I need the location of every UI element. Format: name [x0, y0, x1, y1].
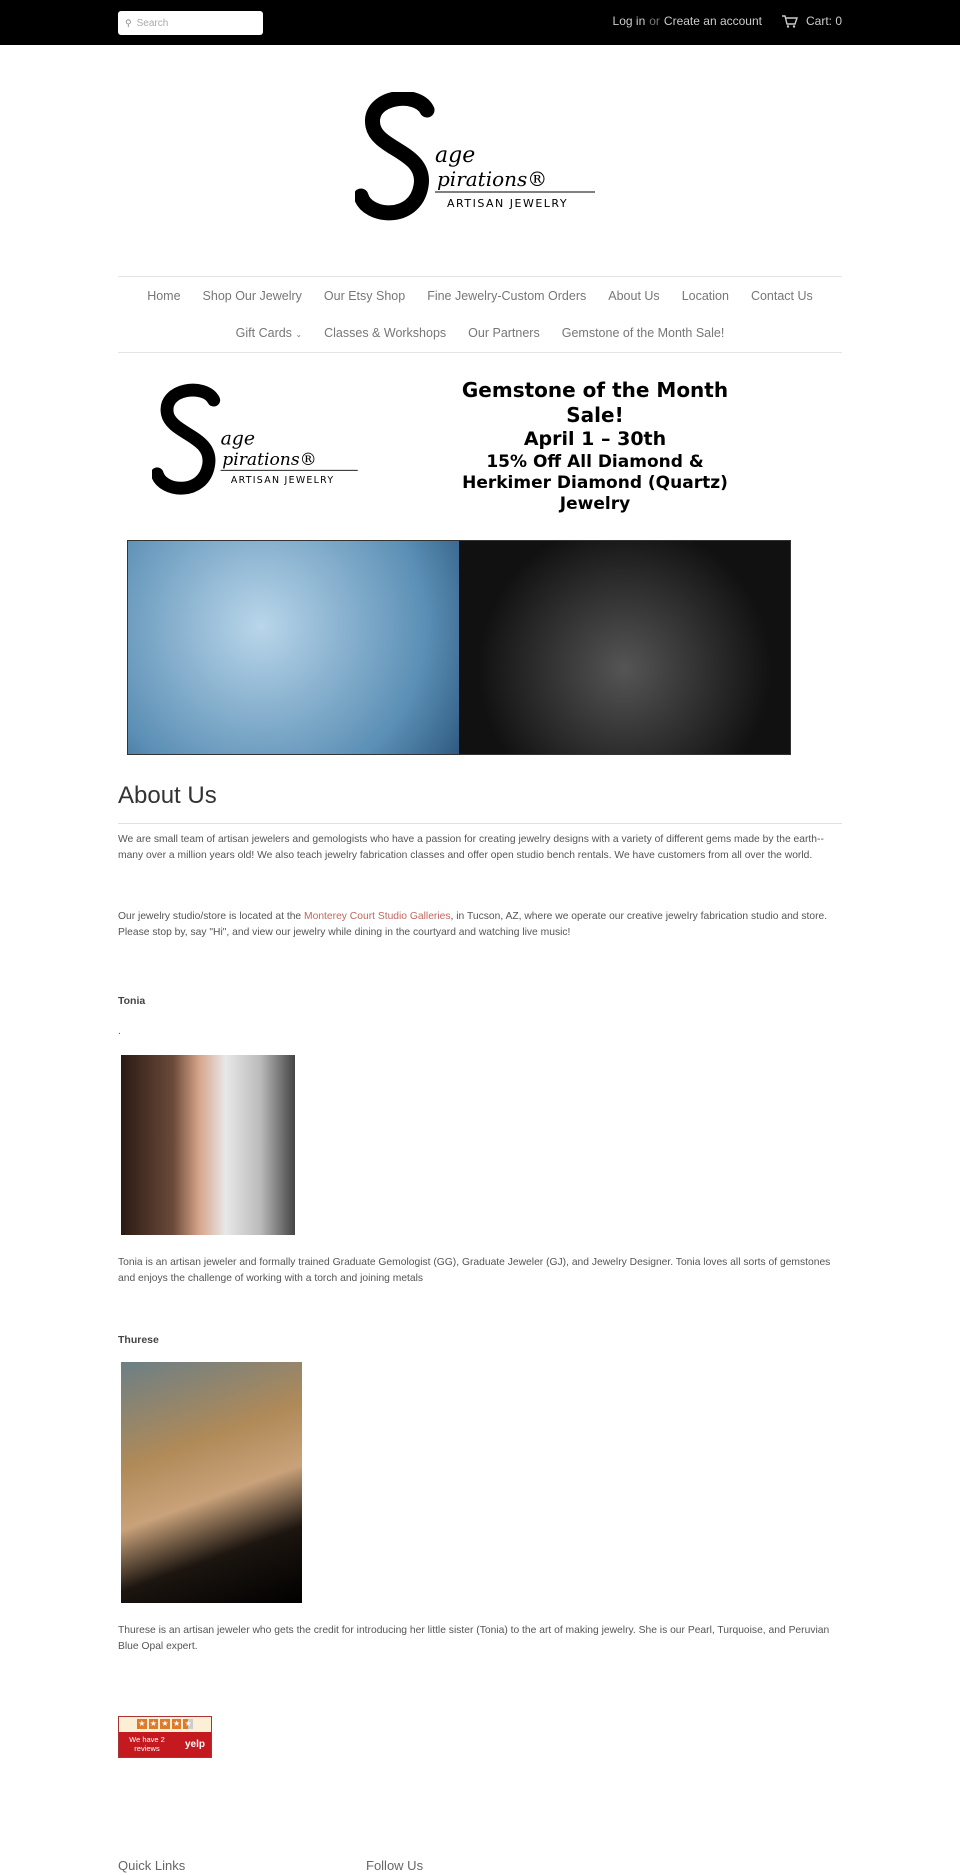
nav-etsy-shop[interactable]: Our Etsy Shop	[323, 288, 406, 303]
yelp-review-count: We have 2 reviews	[129, 1735, 165, 1753]
svg-text:ARTISAN JEWELRY: ARTISAN JEWELRY	[230, 475, 335, 487]
svg-text:ARTISAN JEWELRY: ARTISAN JEWELRY	[447, 197, 569, 210]
svg-text:In: In	[176, 448, 194, 469]
banner-title: Gemstone of the Month Sale!	[461, 378, 729, 427]
nav-gift-cards[interactable]	[236, 326, 302, 340]
nav-location[interactable]: Location	[681, 288, 729, 303]
banner-logo	[152, 380, 362, 505]
banner-offer: 15% Off All Diamond &	[486, 451, 704, 472]
nav-partners[interactable]: Our Partners	[468, 325, 540, 340]
main-nav	[118, 276, 842, 353]
thurese-photo	[121, 1362, 302, 1603]
svg-text:pirations®: pirations®	[222, 450, 317, 471]
nav-about-us[interactable]: About Us	[608, 288, 660, 303]
search-placeholder: Search	[136, 17, 169, 29]
page-title: About Us	[118, 782, 217, 809]
p2-text-end: , in Tucson, AZ, where we operate our creative jewelry fabrication studio and store. Please stop by, say "Hi", and view our jewelry while dining in the courtyard and watching live music!	[118, 911, 828, 938]
diamond-image	[127, 540, 791, 755]
svg-text:pirations®: pirations®	[437, 167, 548, 191]
banner-dates: April 1 – 30th	[523, 428, 667, 450]
tonia-photo	[121, 1055, 295, 1235]
thurese-heading: Thurese	[118, 1334, 159, 1346]
svg-text:age: age	[220, 428, 256, 450]
monterey-court-link[interactable]: Monterey Court Studio Galleries	[304, 911, 451, 922]
search-icon: ⚲	[125, 17, 132, 28]
footer-follow-us-heading: Follow Us	[366, 1858, 424, 1873]
nav-classes[interactable]: Classes & Workshops	[324, 325, 447, 340]
site-logo[interactable]	[355, 92, 600, 227]
footer-quick-links-heading: Quick Links	[118, 1858, 186, 1873]
nav-fine-jewelry[interactable]: Fine Jewelry-Custom Orders	[427, 288, 587, 303]
svg-text:In: In	[383, 165, 404, 189]
star-rating: ★ ★ ★ ★ ★	[119, 1717, 211, 1732]
chevron-down-icon: ⌄	[295, 329, 303, 339]
login-link[interactable]: Log in	[612, 14, 646, 28]
cart-link[interactable]	[782, 14, 842, 28]
about-paragraph-2	[118, 909, 842, 941]
nav-shop-our-jewelry[interactable]: Shop Our Jewelry	[202, 288, 302, 303]
nav-contact-us[interactable]: Contact Us	[750, 288, 813, 303]
search-input[interactable]	[118, 11, 263, 35]
account-links	[613, 14, 842, 28]
divider	[118, 823, 842, 824]
p2-text: Our jewelry studio/store is located at the	[118, 911, 305, 922]
top-bar	[0, 0, 960, 45]
tonia-bio: Tonia is an artisan jeweler and formally trained Graduate Gemologist (GG), Graduate Jeweler (GJ), and Jewelry Designer. Tonia loves all sorts of gemstones and enjoys the challenge of working with a torch and joining metals	[118, 1257, 831, 1284]
svg-text:age: age	[435, 143, 476, 168]
about-paragraph-1: We are small team of artisan jewelers and gemologists who have a passion for creating jewelry designs with a variety of different gems made by the earth--many over a million years old! We also teach jewelry fabrication classes and offer open studio bench rentals. We have customers from all over the world.	[118, 834, 824, 861]
sale-banner	[140, 370, 780, 518]
banner-offer-2: Herkimer Diamond (Quartz) Jewelry	[462, 473, 728, 515]
nav-gift-cards-label: Gift Cards	[235, 325, 292, 340]
yelp-reviews-badge[interactable]	[118, 1716, 212, 1758]
or-text: or	[649, 14, 660, 28]
dot-text: .	[118, 1026, 121, 1037]
thurese-bio: Thurese is an artisan jeweler who gets the credit for introducing her little sister (Tonia) to the art of making jewelry. She is our Pearl, Turquoise, and Peruvian Blue Opal expert.	[118, 1625, 830, 1652]
tonia-heading: Tonia	[118, 995, 146, 1007]
cart-icon	[782, 15, 798, 28]
create-account-link[interactable]: Create an account	[663, 14, 762, 28]
cart-count: Cart: 0	[805, 14, 842, 28]
yelp-logo: yelp	[184, 1738, 205, 1750]
nav-home[interactable]: Home	[147, 288, 181, 303]
nav-gemstone-sale[interactable]: Gemstone of the Month Sale!	[561, 325, 725, 340]
